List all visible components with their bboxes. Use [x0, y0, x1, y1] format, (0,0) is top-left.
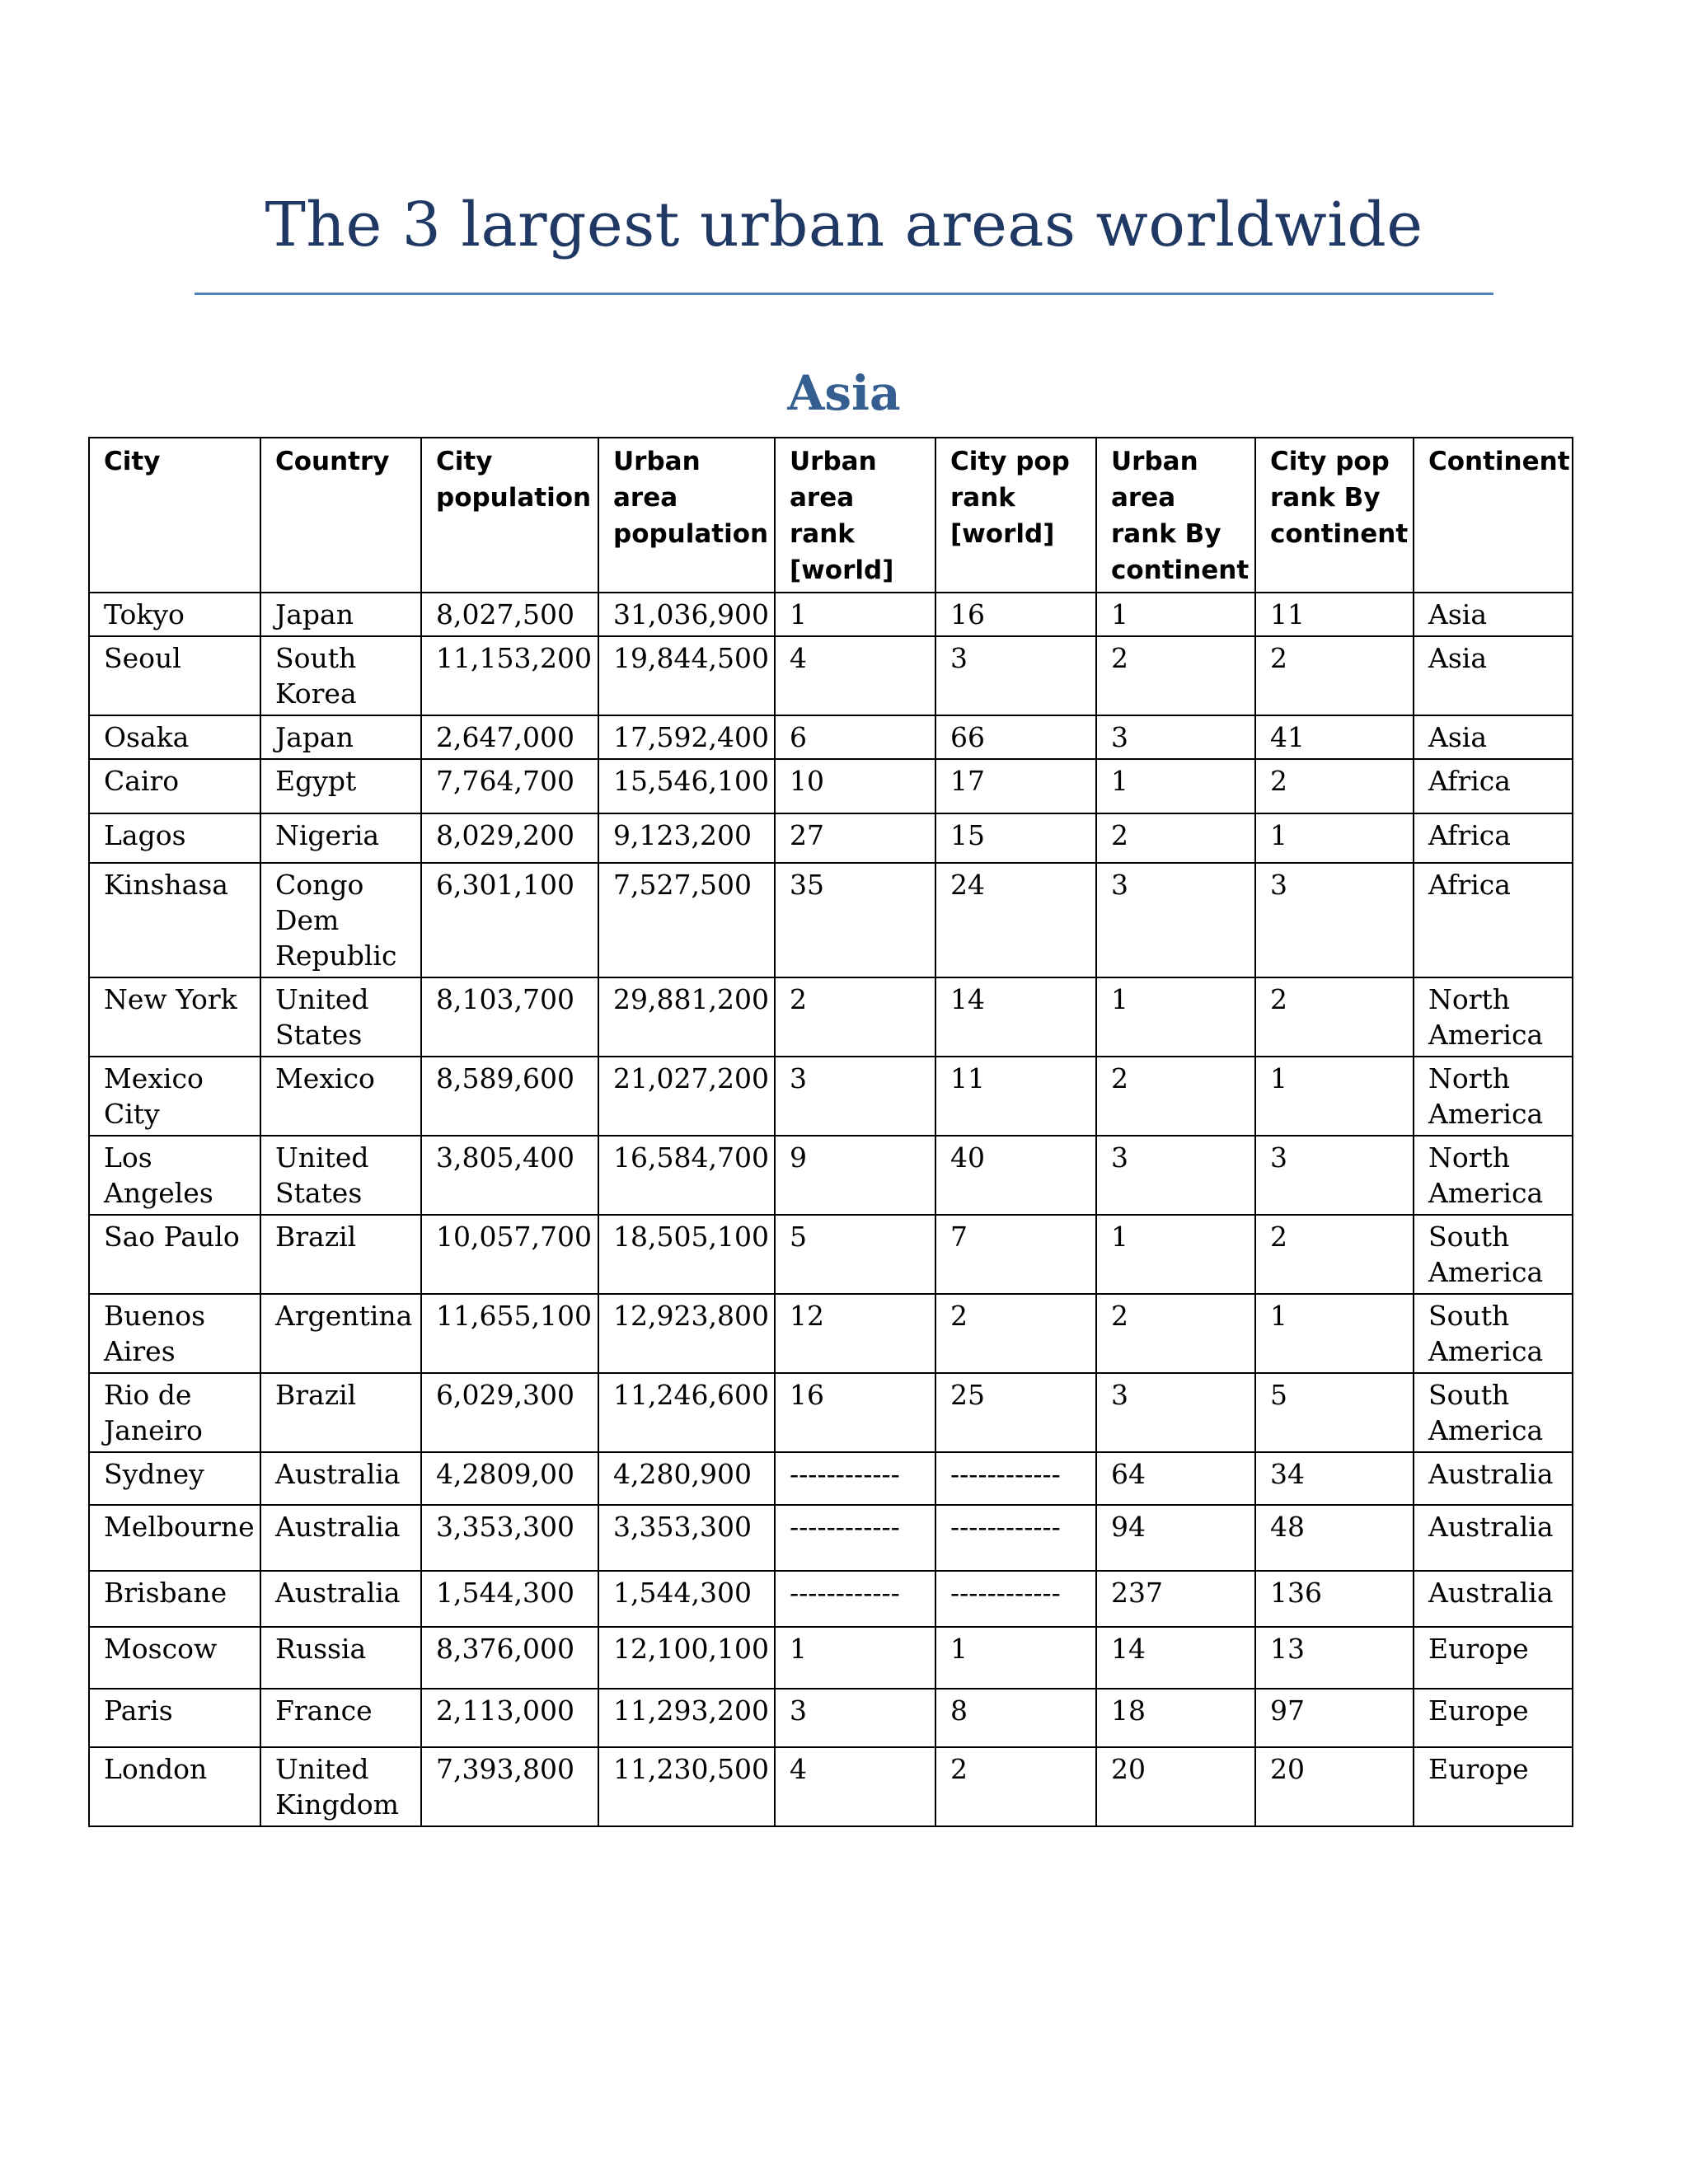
cell-city: Moscow — [89, 1627, 260, 1689]
cell-country: South Korea — [260, 636, 421, 715]
table-row — [89, 813, 1573, 863]
cell-urban-area-rank-continent: 14 — [1096, 1627, 1255, 1689]
cell-city: Melbourne — [89, 1505, 260, 1571]
table-row — [89, 863, 1573, 977]
cell-city: Brisbane — [89, 1571, 260, 1627]
cell-urban-area-rank-world: ------------ — [775, 1452, 935, 1505]
cell-country: Nigeria — [260, 813, 421, 863]
cell-urban-area-rank-continent: 20 — [1096, 1747, 1255, 1826]
header-cell-city-pop-rank-continent: City pop rank By continent — [1255, 438, 1414, 593]
cell-urban-area-population: 18,505,100 — [598, 1215, 775, 1294]
cell-urban-area-rank-world: 4 — [775, 1747, 935, 1826]
table-header — [89, 438, 1573, 593]
cell-city-pop-rank-world: 8 — [935, 1689, 1096, 1747]
document-title: The 3 largest urban areas worldwide — [265, 190, 1423, 260]
cell-city-population: 10,057,700 — [421, 1215, 598, 1294]
cell-country: Congo Dem Republic — [260, 863, 421, 977]
cell-urban-area-population: 21,027,200 — [598, 1057, 775, 1136]
cell-urban-area-rank-continent: 1 — [1096, 759, 1255, 813]
cell-city-pop-rank-continent: 48 — [1255, 1505, 1414, 1571]
table-row — [89, 1294, 1573, 1373]
cell-city: New York — [89, 977, 260, 1057]
cell-city-population: 8,376,000 — [421, 1627, 598, 1689]
cell-country: Egypt — [260, 759, 421, 813]
cell-city-population: 8,027,500 — [421, 593, 598, 636]
table-row — [89, 1373, 1573, 1452]
cell-country: Australia — [260, 1505, 421, 1571]
cell-city-population: 3,805,400 — [421, 1136, 598, 1215]
cell-city: Tokyo — [89, 593, 260, 636]
cell-urban-area-rank-world: 4 — [775, 636, 935, 715]
cell-city: Los Angeles — [89, 1136, 260, 1215]
cell-urban-area-population: 3,353,300 — [598, 1505, 775, 1571]
cell-urban-area-population: 11,293,200 — [598, 1689, 775, 1747]
cell-city-pop-rank-world: 24 — [935, 863, 1096, 977]
cell-urban-area-rank-continent: 64 — [1096, 1452, 1255, 1505]
cell-city: Cairo — [89, 759, 260, 813]
cell-city: Buenos Aires — [89, 1294, 260, 1373]
cell-country: United Kingdom — [260, 1747, 421, 1826]
cell-urban-area-rank-world: ------------ — [775, 1505, 935, 1571]
cell-urban-area-population: 1,544,300 — [598, 1571, 775, 1627]
cell-continent: North America — [1414, 1136, 1573, 1215]
cell-city-pop-rank-world: 2 — [935, 1747, 1096, 1826]
cell-urban-area-population: 12,100,100 — [598, 1627, 775, 1689]
cell-city-pop-rank-world: ------------ — [935, 1571, 1096, 1627]
cell-continent: South America — [1414, 1373, 1573, 1452]
table-row — [89, 1747, 1573, 1826]
cell-city-population: 2,647,000 — [421, 715, 598, 759]
header-cell-urban-area-rank-continent: Urban area rank By continent — [1096, 438, 1255, 593]
cell-urban-area-rank-world: 9 — [775, 1136, 935, 1215]
cell-continent: North America — [1414, 1057, 1573, 1136]
header-cell-city-population: City population — [421, 438, 598, 593]
cell-country: Brazil — [260, 1373, 421, 1452]
cell-continent: South America — [1414, 1215, 1573, 1294]
cell-urban-area-population: 15,546,100 — [598, 759, 775, 813]
cell-city: Lagos — [89, 813, 260, 863]
cell-city-pop-rank-continent: 2 — [1255, 759, 1414, 813]
cell-city-population: 8,029,200 — [421, 813, 598, 863]
cell-city-pop-rank-continent: 41 — [1255, 715, 1414, 759]
header-cell-city-pop-rank-world: City pop rank [world] — [935, 438, 1096, 593]
cell-city-pop-rank-world: ------------ — [935, 1505, 1096, 1571]
header-cell-city: City — [89, 438, 260, 593]
cell-urban-area-rank-continent: 94 — [1096, 1505, 1255, 1571]
cell-urban-area-rank-continent: 3 — [1096, 863, 1255, 977]
cell-city-population: 1,544,300 — [421, 1571, 598, 1627]
cell-country: Russia — [260, 1627, 421, 1689]
cell-city: London — [89, 1747, 260, 1826]
cell-continent: Asia — [1414, 715, 1573, 759]
cell-country: Mexico — [260, 1057, 421, 1136]
cell-city-pop-rank-continent: 97 — [1255, 1689, 1414, 1747]
cell-urban-area-population: 9,123,200 — [598, 813, 775, 863]
cell-country: Argentina — [260, 1294, 421, 1373]
cell-city-pop-rank-world: 40 — [935, 1136, 1096, 1215]
cell-continent: Asia — [1414, 593, 1573, 636]
cell-city-population: 7,764,700 — [421, 759, 598, 813]
cell-continent: Africa — [1414, 813, 1573, 863]
cell-country: Australia — [260, 1452, 421, 1505]
cell-continent: Europe — [1414, 1689, 1573, 1747]
cell-urban-area-rank-world: 16 — [775, 1373, 935, 1452]
cell-country: United States — [260, 977, 421, 1057]
cell-city: Rio de Janeiro — [89, 1373, 260, 1452]
cell-country: France — [260, 1689, 421, 1747]
table-row — [89, 759, 1573, 813]
cell-urban-area-population: 29,881,200 — [598, 977, 775, 1057]
table-row — [89, 1452, 1573, 1505]
cell-urban-area-rank-continent: 2 — [1096, 813, 1255, 863]
table-row — [89, 1136, 1573, 1215]
cell-city-population: 3,353,300 — [421, 1505, 598, 1571]
cell-continent: Asia — [1414, 636, 1573, 715]
cell-city-population: 11,655,100 — [421, 1294, 598, 1373]
cell-city-pop-rank-continent: 136 — [1255, 1571, 1414, 1627]
cell-city-pop-rank-world: 11 — [935, 1057, 1096, 1136]
cell-city-pop-rank-world: 14 — [935, 977, 1096, 1057]
cell-continent: North America — [1414, 977, 1573, 1057]
cell-urban-area-rank-continent: 2 — [1096, 1057, 1255, 1136]
cell-continent: Australia — [1414, 1505, 1573, 1571]
cell-urban-area-population: 7,527,500 — [598, 863, 775, 977]
header-row — [89, 438, 1573, 593]
cell-city-population: 6,301,100 — [421, 863, 598, 977]
cell-continent: Australia — [1414, 1571, 1573, 1627]
cell-city-pop-rank-continent: 20 — [1255, 1747, 1414, 1826]
cell-city-pop-rank-world: 2 — [935, 1294, 1096, 1373]
cell-city-pop-rank-world: 25 — [935, 1373, 1096, 1452]
cell-urban-area-population: 31,036,900 — [598, 593, 775, 636]
cell-country: Japan — [260, 593, 421, 636]
table-row — [89, 715, 1573, 759]
table-row — [89, 977, 1573, 1057]
table-row — [89, 1571, 1573, 1627]
cell-urban-area-rank-world: 3 — [775, 1689, 935, 1747]
cell-city-pop-rank-continent: 11 — [1255, 593, 1414, 636]
cell-urban-area-rank-world: 3 — [775, 1057, 935, 1136]
cell-city: Sao Paulo — [89, 1215, 260, 1294]
cell-urban-area-population: 16,584,700 — [598, 1136, 775, 1215]
cell-city-population: 8,103,700 — [421, 977, 598, 1057]
cell-urban-area-rank-continent: 1 — [1096, 977, 1255, 1057]
cell-urban-area-rank-continent: 1 — [1096, 1215, 1255, 1294]
cell-city: Sydney — [89, 1452, 260, 1505]
cell-city-pop-rank-continent: 3 — [1255, 863, 1414, 977]
table-row — [89, 1057, 1573, 1136]
cell-city-population: 4,2809,00 — [421, 1452, 598, 1505]
cell-continent: Africa — [1414, 863, 1573, 977]
cell-city-pop-rank-continent: 5 — [1255, 1373, 1414, 1452]
cell-urban-area-rank-world: 1 — [775, 1627, 935, 1689]
cell-urban-area-population: 19,844,500 — [598, 636, 775, 715]
cell-city: Mexico City — [89, 1057, 260, 1136]
header-cell-continent: Continent — [1414, 438, 1573, 593]
table-row — [89, 1689, 1573, 1747]
cell-city-pop-rank-world: 7 — [935, 1215, 1096, 1294]
cell-city-pop-rank-continent: 1 — [1255, 813, 1414, 863]
cell-urban-area-rank-continent: 237 — [1096, 1571, 1255, 1627]
cell-city-population: 7,393,800 — [421, 1747, 598, 1826]
cell-urban-area-rank-world: 1 — [775, 593, 935, 636]
table-row — [89, 1215, 1573, 1294]
cell-urban-area-rank-continent: 1 — [1096, 593, 1255, 636]
cell-urban-area-rank-continent: 2 — [1096, 636, 1255, 715]
title-underline — [195, 293, 1493, 295]
cell-city-pop-rank-continent: 1 — [1255, 1294, 1414, 1373]
section-heading: Asia — [787, 365, 901, 421]
cell-urban-area-rank-world: 35 — [775, 863, 935, 977]
cell-urban-area-rank-world: 10 — [775, 759, 935, 813]
urban-areas-table — [88, 437, 1573, 1827]
header-cell-urban-area-population: Urban area population — [598, 438, 775, 593]
cell-country: United States — [260, 1136, 421, 1215]
table-row — [89, 593, 1573, 636]
cell-urban-area-rank-continent: 2 — [1096, 1294, 1255, 1373]
cell-city-pop-rank-world: 16 — [935, 593, 1096, 636]
cell-continent: Africa — [1414, 759, 1573, 813]
cell-city-pop-rank-continent: 2 — [1255, 1215, 1414, 1294]
cell-urban-area-rank-continent: 3 — [1096, 715, 1255, 759]
cell-city-population: 11,153,200 — [421, 636, 598, 715]
cell-city-pop-rank-continent: 2 — [1255, 977, 1414, 1057]
cell-city-pop-rank-continent: 2 — [1255, 636, 1414, 715]
cell-country: Brazil — [260, 1215, 421, 1294]
cell-city-pop-rank-continent: 34 — [1255, 1452, 1414, 1505]
cell-urban-area-rank-world: 5 — [775, 1215, 935, 1294]
table-row — [89, 1627, 1573, 1689]
cell-urban-area-rank-continent: 18 — [1096, 1689, 1255, 1747]
cell-city-pop-rank-world: 3 — [935, 636, 1096, 715]
header-cell-country: Country — [260, 438, 421, 593]
cell-city-pop-rank-world: 15 — [935, 813, 1096, 863]
header-cell-urban-area-rank-world: Urban area rank [world] — [775, 438, 935, 593]
cell-city-pop-rank-continent: 13 — [1255, 1627, 1414, 1689]
cell-city-pop-rank-world: ------------ — [935, 1452, 1096, 1505]
cell-city-pop-rank-world: 66 — [935, 715, 1096, 759]
cell-city: Osaka — [89, 715, 260, 759]
cell-urban-area-population: 4,280,900 — [598, 1452, 775, 1505]
cell-continent: Europe — [1414, 1747, 1573, 1826]
cell-city: Paris — [89, 1689, 260, 1747]
table-row — [89, 1505, 1573, 1571]
cell-urban-area-rank-continent: 3 — [1096, 1373, 1255, 1452]
cell-urban-area-population: 12,923,800 — [598, 1294, 775, 1373]
cell-city: Seoul — [89, 636, 260, 715]
cell-country: Japan — [260, 715, 421, 759]
cell-urban-area-rank-world: 2 — [775, 977, 935, 1057]
cell-city-pop-rank-continent: 3 — [1255, 1136, 1414, 1215]
table-body — [89, 593, 1573, 1826]
cell-urban-area-rank-world: 6 — [775, 715, 935, 759]
cell-city: Kinshasa — [89, 863, 260, 977]
cell-urban-area-rank-world: 27 — [775, 813, 935, 863]
cell-urban-area-population: 11,230,500 — [598, 1747, 775, 1826]
table-row — [89, 636, 1573, 715]
cell-city-population: 6,029,300 — [421, 1373, 598, 1452]
cell-city-population: 2,113,000 — [421, 1689, 598, 1747]
cell-urban-area-population: 17,592,400 — [598, 715, 775, 759]
cell-urban-area-rank-world: 12 — [775, 1294, 935, 1373]
cell-urban-area-rank-world: ------------ — [775, 1571, 935, 1627]
cell-city-population: 8,589,600 — [421, 1057, 598, 1136]
cell-city-pop-rank-world: 1 — [935, 1627, 1096, 1689]
cell-continent: South America — [1414, 1294, 1573, 1373]
cell-urban-area-population: 11,246,600 — [598, 1373, 775, 1452]
cell-continent: Europe — [1414, 1627, 1573, 1689]
cell-continent: Australia — [1414, 1452, 1573, 1505]
cell-country: Australia — [260, 1571, 421, 1627]
cell-city-pop-rank-world: 17 — [935, 759, 1096, 813]
cell-urban-area-rank-continent: 3 — [1096, 1136, 1255, 1215]
cell-city-pop-rank-continent: 1 — [1255, 1057, 1414, 1136]
